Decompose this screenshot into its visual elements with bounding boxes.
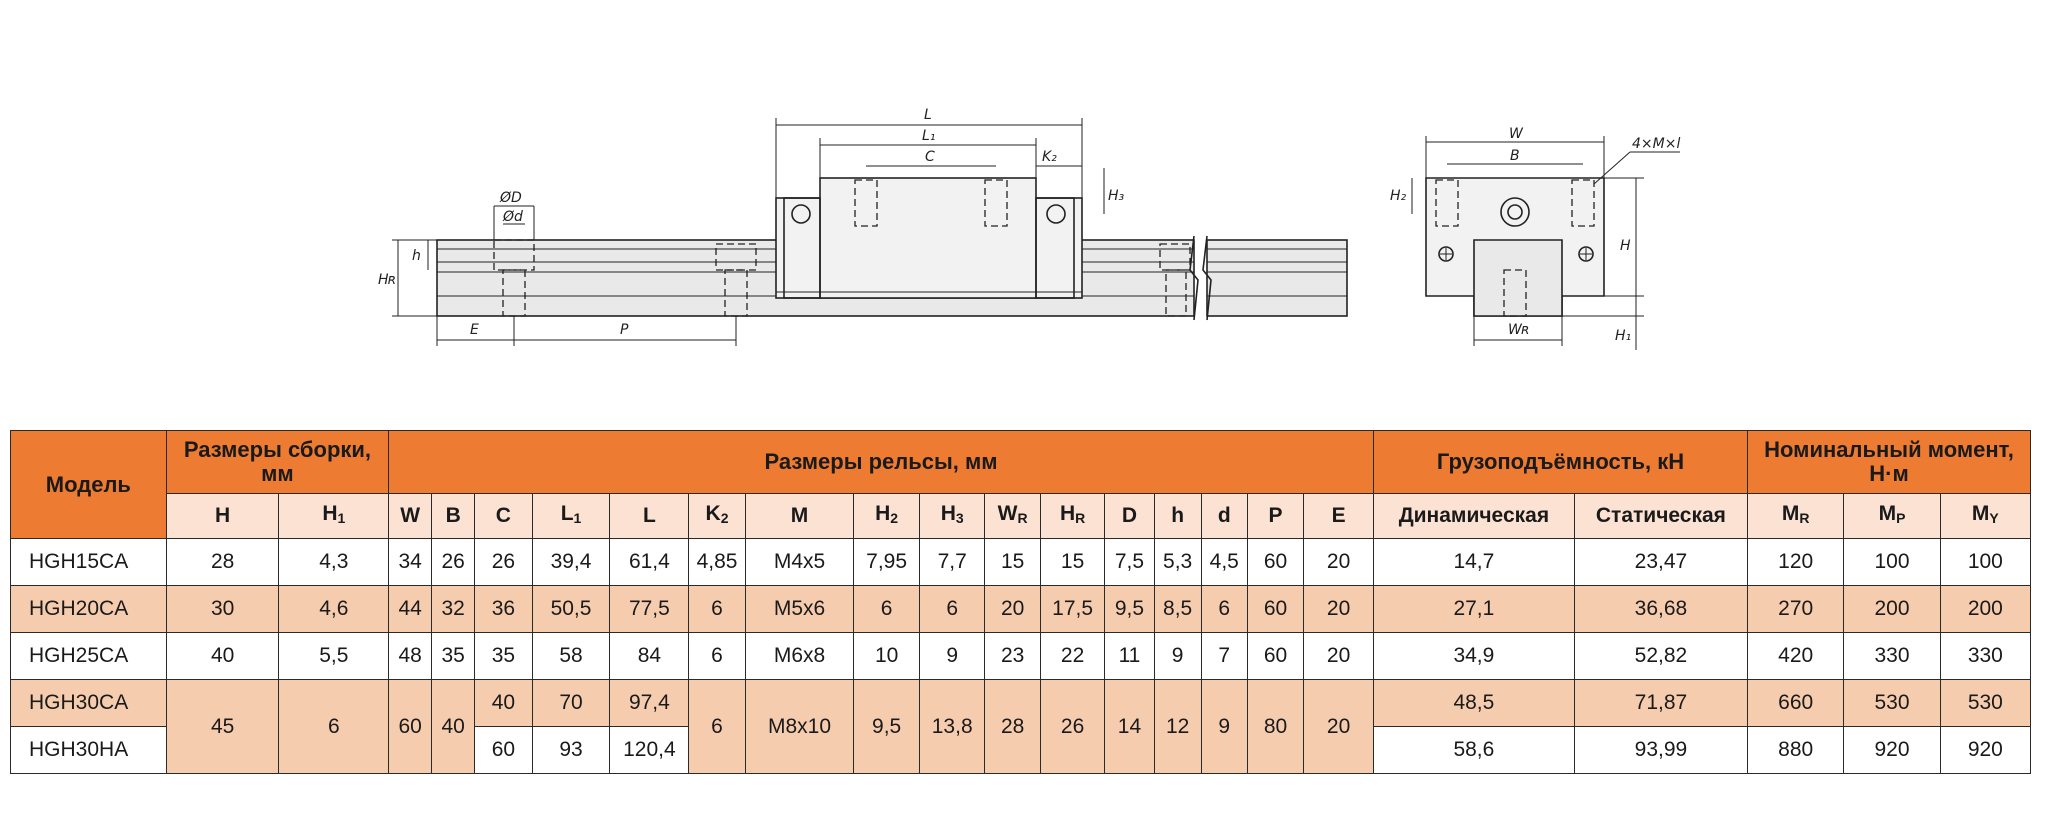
cell-p: 60 [1247,539,1303,586]
cell-h2: 9,5 [854,680,920,774]
dim-H3: H₃ [1108,188,1125,204]
cell-dyn: 34,9 [1373,633,1574,680]
header-model: Модель [11,431,167,539]
cell-l: 120,4 [610,727,689,774]
cell-m: M6x8 [745,633,854,680]
cell-l1: 39,4 [532,539,610,586]
column-header: $M_P$ [1844,494,1940,539]
column-header: $M_Y$ [1940,494,2030,539]
cell-e: 20 [1304,680,1374,774]
cell-c: 35 [475,633,532,680]
cell-e: 20 [1304,633,1374,680]
cell-l1: 58 [532,633,610,680]
cell-d: 11 [1105,633,1154,680]
dim-B: B [1510,148,1520,164]
cell-l1: 93 [532,727,610,774]
dim-d: Ød [503,209,523,225]
cell-h3: 13,8 [919,680,985,774]
cell-stat: 71,87 [1574,680,1747,727]
column-header: B [432,494,475,539]
dim-H: H [1620,238,1631,254]
header-rail: Размеры рельсы, мм [389,431,1374,494]
cell-hr: 15 [1040,539,1105,586]
cell-b: 32 [432,586,475,633]
column-header: H [166,494,279,539]
cell-d: 6 [1201,586,1247,633]
table-body [11,539,2031,774]
cell-stat: 36,68 [1574,586,1747,633]
cell-k2: 4,85 [689,539,745,586]
cell-wr: 15 [985,539,1040,586]
column-header: $H_2$ [854,494,920,539]
cell-h: 8,5 [1154,586,1201,633]
cell-h: 30 [166,586,279,633]
cell-mp: 200 [1844,586,1940,633]
dim-M: 4×M×l [1632,136,1681,152]
cell-mr: 120 [1748,539,1844,586]
dim-H2: H₂ [1390,188,1407,204]
cell-h1: 4,3 [279,539,389,586]
cell-l: 77,5 [610,586,689,633]
dim-WR: Wʀ [1508,322,1531,338]
cell-mp: 330 [1844,633,1940,680]
cell-l: 84 [610,633,689,680]
cell-mr: 660 [1748,680,1844,727]
column-header: h [1154,494,1201,539]
cell-b: 40 [432,680,475,774]
cell-mr: 420 [1748,633,1844,680]
cell-e: 20 [1304,539,1374,586]
cell-hr: 17,5 [1040,586,1105,633]
column-header: Динамическая [1373,494,1574,539]
cell-h1: 5,5 [279,633,389,680]
cell-mr: 270 [1748,586,1844,633]
cell-m: M5x6 [745,586,854,633]
dim-K2: K₂ [1042,149,1057,165]
column-header: C [475,494,532,539]
cell-hr: 26 [1040,680,1105,774]
cell-d: 7,5 [1105,539,1154,586]
cell-d: 7 [1201,633,1247,680]
column-header: E [1304,494,1374,539]
cell-wr: 23 [985,633,1040,680]
dim-C: C [925,149,935,165]
cell-h1: 4,6 [279,586,389,633]
cell-model: HGH30HA [11,727,167,774]
cell-m: M4x5 [745,539,854,586]
carriage-side-view [776,178,1082,298]
table-row [11,680,2031,727]
cell-model: HGH15CA [11,539,167,586]
cell-wr: 20 [985,586,1040,633]
header-group-row [11,431,2031,494]
cell-wr: 28 [985,680,1040,774]
cell-d: 14 [1105,680,1154,774]
cell-my: 330 [1940,633,2030,680]
cell-w: 34 [389,539,432,586]
dim-P: P [620,322,629,338]
column-header: D [1105,494,1154,539]
cell-w: 60 [389,680,432,774]
cell-my: 530 [1940,680,2030,727]
cell-l: 61,4 [610,539,689,586]
dim-L1: L₁ [922,128,936,144]
column-header: $M_R$ [1748,494,1844,539]
cell-mr: 880 [1748,727,1844,774]
cell-k2: 6 [689,633,745,680]
end-view [1426,178,1604,316]
cell-mp: 920 [1844,727,1940,774]
column-header: P [1247,494,1303,539]
cell-d: 4,5 [1201,539,1247,586]
cell-h: 45 [166,680,279,774]
cell-stat: 52,82 [1574,633,1747,680]
column-header: L [610,494,689,539]
table-row [11,586,2031,633]
cell-p: 60 [1247,586,1303,633]
cell-l1: 70 [532,680,610,727]
cell-my: 920 [1940,727,2030,774]
cell-c: 26 [475,539,532,586]
cell-h2: 10 [854,633,920,680]
cell-model: HGH20CA [11,586,167,633]
cell-h: 9 [1154,633,1201,680]
cell-h3: 9 [919,633,985,680]
header-load: Грузоподъёмность, кН [1373,431,1747,494]
cell-h3: 6 [919,586,985,633]
column-header: M [745,494,854,539]
cell-model: HGH25CA [11,633,167,680]
cell-stat: 93,99 [1574,727,1747,774]
column-header: $L_1$ [532,494,610,539]
cell-w: 44 [389,586,432,633]
cell-l: 97,4 [610,680,689,727]
dim-E: E [470,322,479,338]
cell-h: 12 [1154,680,1201,774]
header-column-row [11,494,2031,539]
cell-l1: 50,5 [532,586,610,633]
column-header: $W_R$ [985,494,1040,539]
cell-b: 26 [432,539,475,586]
table-row [11,633,2031,680]
cell-mp: 100 [1844,539,1940,586]
column-header: W [389,494,432,539]
header-moment: Номинальный момент, Н·м [1748,431,2031,494]
cell-p: 80 [1247,680,1303,774]
cell-dyn: 14,7 [1373,539,1574,586]
header-assembly: Размеры сборки, мм [166,431,388,494]
cell-h3: 7,7 [919,539,985,586]
column-header: $H_3$ [919,494,985,539]
column-header: Статическая [1574,494,1747,539]
cell-w: 48 [389,633,432,680]
column-header: $K_2$ [689,494,745,539]
cell-h2: 6 [854,586,920,633]
dim-H1: H₁ [1615,328,1632,344]
cell-h: 40 [166,633,279,680]
column-header: $H_1$ [279,494,389,539]
cell-my: 200 [1940,586,2030,633]
cell-k2: 6 [689,680,745,774]
table-row [11,539,2031,586]
column-header: $H_R$ [1040,494,1105,539]
dim-h: h [412,248,421,264]
cell-dyn: 27,1 [1373,586,1574,633]
cell-my: 100 [1940,539,2030,586]
cell-hr: 22 [1040,633,1105,680]
cell-h: 28 [166,539,279,586]
cell-dyn: 48,5 [1373,680,1574,727]
cell-h: 5,3 [1154,539,1201,586]
spec-table [10,430,2031,774]
cell-model: HGH30CA [11,680,167,727]
cell-c: 60 [475,727,532,774]
dim-W: W [1509,126,1523,142]
column-header: d [1201,494,1247,539]
technical-drawing [0,0,2048,400]
cell-c: 40 [475,680,532,727]
cell-h1: 6 [279,680,389,774]
cell-stat: 23,47 [1574,539,1747,586]
cell-b: 35 [432,633,475,680]
cell-c: 36 [475,586,532,633]
cell-dyn: 58,6 [1373,727,1574,774]
dim-HR: Hʀ [378,272,397,288]
cell-h2: 7,95 [854,539,920,586]
cell-k2: 6 [689,586,745,633]
cell-d: 9 [1201,680,1247,774]
cell-mp: 530 [1844,680,1940,727]
cell-m: M8x10 [745,680,854,774]
cell-d: 9,5 [1105,586,1154,633]
dim-D: ØD [500,190,522,206]
dim-L: L [924,107,932,123]
cell-p: 60 [1247,633,1303,680]
cell-e: 20 [1304,586,1374,633]
